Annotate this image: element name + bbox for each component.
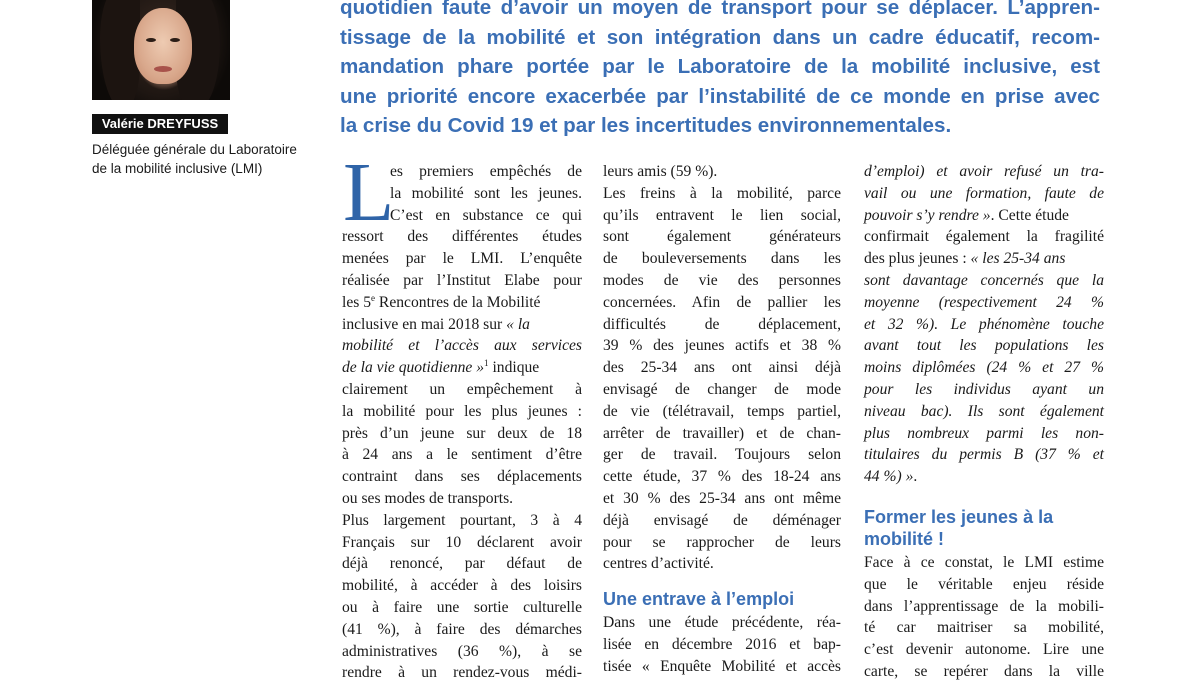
- body-line: confirmait également la fragilité: [864, 228, 1104, 246]
- body-line: mobilité et l’accès aux services: [342, 337, 582, 355]
- body-line: que le véritable enjeu réside: [864, 575, 1104, 593]
- body-line: des 25-34 ans ont ainsi déjà: [603, 359, 841, 377]
- body-line: modes de vie des personnes: [603, 271, 841, 289]
- body-line: arrêter de travailler) et de chan-: [603, 424, 841, 442]
- body-line: ger de travail. Toujours selon: [603, 446, 841, 464]
- body-line: de la vie quotidienne »$^1$ indique: [342, 357, 540, 377]
- body-line: moins diplômées (24 % et 27 %: [864, 359, 1104, 377]
- body-line: menées par le LMI. L’enquête: [342, 250, 582, 268]
- body-line: des plus jeunes : « les 25-34 ans: [864, 250, 1066, 268]
- body-line: tisée « Enquête Mobilité et accès: [603, 657, 841, 675]
- body-line: sont également générateurs: [603, 228, 841, 246]
- body-line: envisagé de changer de mode: [603, 380, 841, 398]
- body-line: qu’ils entravent le lien social,: [603, 206, 841, 224]
- body-line: 44 %) ».: [864, 468, 918, 486]
- body-line: contraint dans ses déplacements: [342, 468, 582, 486]
- body-line: es premiers empêchés de: [390, 163, 582, 180]
- author-role: [92, 140, 332, 178]
- lead-line: la crise du Covid 19 et par les incertitudes environnementales.: [340, 114, 952, 137]
- body-line: de vie (télétravail, temps partiel,: [603, 402, 841, 420]
- section-heading-line: mobilité !: [864, 528, 944, 549]
- body-line: de bouleversements dans les: [603, 250, 841, 268]
- body-line: inclusive en mai 2018 sur « la: [342, 315, 530, 333]
- author-photo: [92, 0, 230, 100]
- lead-line: quotidien faute d’avoir un moyen de transport pour se déplacer. L’appren-: [340, 0, 1100, 19]
- body-line: les 5e Rencontres de la Mobilité: [342, 292, 541, 311]
- lead-line: tissage de la mobilité et son intégration dans un cadre éducatif, recom-: [340, 25, 1100, 49]
- body-line: té car maitriser sa mobilité,: [864, 619, 1104, 637]
- body-line: C’est en substance ce qui: [390, 206, 582, 224]
- lead-line: une priorité encore exacerbée par l’instabilité de ce monde en prise avec: [340, 84, 1100, 108]
- body-line: réalisée par l’Institut Elabe pour: [342, 271, 582, 289]
- body-line: lisée en décembre 2016 et bap-: [603, 635, 841, 653]
- body-line: c’est devenir autonome. Lire une: [864, 641, 1104, 659]
- body-line: rendre à un rendez-vous médi-: [342, 664, 582, 682]
- body-line: pour les individus ayant un: [864, 380, 1104, 398]
- body-line: leurs amis (59 %).: [603, 163, 718, 180]
- body-line: ou à faire une sortie culturelle: [342, 598, 582, 616]
- body-line: Face à ce constat, le LMI estime: [864, 553, 1104, 571]
- body-line: pour se rapprocher de leurs: [603, 533, 841, 551]
- section-heading: Une entrave à l’emploi: [603, 589, 795, 610]
- body-line: et 30 % des 25-34 ans ont même: [603, 489, 841, 507]
- body-line: déjà envisagé de déménager: [603, 511, 841, 529]
- body-line: administratives (36 %), à se: [342, 642, 582, 660]
- body-line: et 32 %). Le phénomène touche: [864, 315, 1104, 333]
- body-line: Français sur 10 déclarent avoir: [342, 533, 582, 551]
- body-line: clairement un empêchement à: [342, 380, 582, 398]
- article-column-1: [342, 146, 582, 684]
- section-heading-line: Former les jeunes à la: [864, 506, 1054, 527]
- article-column-2: [603, 161, 841, 678]
- body-line: à 24 ans a le sentiment d’être: [342, 446, 582, 464]
- drop-cap: L: [343, 146, 395, 239]
- body-line: plus nombreux parmi les non-: [864, 424, 1104, 442]
- body-line: 39 % des jeunes actifs et 38 %: [603, 337, 841, 355]
- body-line: titulaires du permis B (37 % et: [864, 446, 1104, 464]
- lead-line: mandation phare portée par le Laboratoire de la mobilité inclusive, est: [340, 55, 1100, 78]
- body-line: difficultés de déplacement,: [603, 315, 841, 333]
- section-heading: [864, 506, 1104, 550]
- body-line: vail ou une formation, faute de: [864, 184, 1104, 202]
- body-line: déjà renoncé, par défaut de: [342, 555, 582, 573]
- body-line: d’emploi) et avoir refusé un tra-: [864, 163, 1104, 180]
- body-line: la mobilité sont les jeunes.: [390, 184, 582, 202]
- body-line: Plus largement pourtant, 3 à 4: [342, 511, 582, 529]
- author-role-line: de la mobilité inclusive (LMI): [92, 161, 263, 176]
- body-line: carte, se repérer dans la ville: [864, 662, 1104, 680]
- body-line: (41 %), à faire des démarches: [342, 620, 582, 638]
- body-line: cette étude, 37 % des 18-24 ans: [603, 468, 841, 486]
- body-line: Les freins à la mobilité, parce: [603, 184, 841, 202]
- body-line: ou ses modes de transports.: [342, 489, 514, 507]
- article-column-3: [864, 161, 1104, 683]
- body-line: près d’un jeune sur deux de 18: [342, 424, 582, 442]
- body-line: niveau bac). Ils sont également: [864, 402, 1104, 420]
- body-line: la mobilité pour les plus jeunes :: [342, 402, 582, 420]
- lead-paragraph: [340, 0, 1100, 141]
- body-line: avant tout les populations les: [864, 337, 1104, 355]
- body-line: dans l’apprentissage de la mobili-: [864, 597, 1104, 615]
- body-line: Dans une étude précédente, réa-: [603, 614, 841, 632]
- body-line: concernées. Afin de pallier les: [603, 293, 841, 311]
- body-line: centres d’activité.: [603, 555, 714, 573]
- body-line: sont davantage concernés que la: [864, 271, 1104, 289]
- body-line: mobilité, à accéder à des loisirs: [342, 577, 582, 595]
- body-line: ressort des différentes études: [342, 228, 582, 246]
- author-name: Valérie DREYFUSS: [92, 114, 228, 134]
- author-role-line: Déléguée générale du Laboratoire: [92, 142, 297, 157]
- body-line: moyenne (respectivement 24 %: [864, 293, 1104, 311]
- body-line: pouvoir s’y rendre ». Cette étude: [864, 206, 1069, 224]
